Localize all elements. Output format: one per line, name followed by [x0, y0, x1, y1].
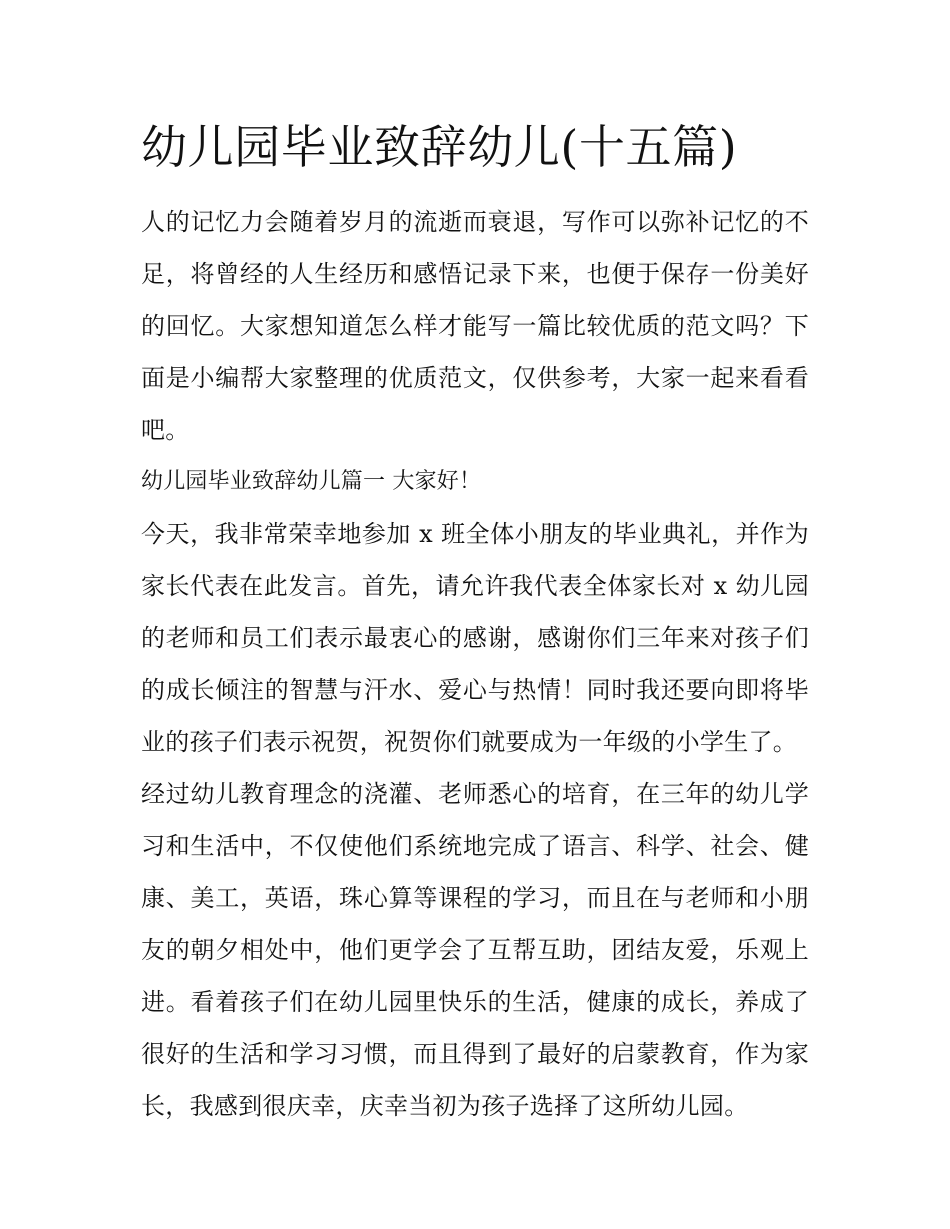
speech-paragraph-2: 经过幼儿教育理念的浇灌、老师悉心的培育，在三年的幼儿学习和生活中，不仅使他们系统地完成了语言、科学、社会、健康、美工，英语，珠心算等课程的学习，而且在与老师和小朋友的朝夕相处中，他们更学会了互帮互助，团结友爱，乐观上进。看着孩子们在幼儿园里快乐的生活，健康的成长，养成了很好的生活和学习习惯，而且得到了最好的启蒙教育，作为家长，我感到很庆幸，庆幸当初为孩子选择了这所幼儿园。 — [141, 780, 809, 1120]
intro-paragraph: 人的记忆力会随着岁月的流逝而衰退，写作可以弥补记忆的不足，将曾经的人生经历和感悟记录下来，也便于保存一份美好的回忆。大家想知道怎么样才能写一篇比较优质的范文吗？下面是小编帮大家整理的优质范文，仅供参考，大家一起来看看吧。 — [141, 208, 809, 444]
document-title: 幼儿园毕业致辞幼儿(十五篇) — [141, 120, 738, 174]
speech-paragraph-1: 今天，我非常荣幸地参加 x 班全体小朋友的毕业典礼，并作为家长代表在此发言。首先，请允许我代表全体家长对 x 幼儿园的老师和员工们表示最衷心的感谢，感谢你们三年来对孩子们的成长倾注的智慧与汗水、爱心与热情！同时我还要向即将毕业的孩子们表示祝贺，祝贺你们就要成为一年级的小学生了。 — [141, 520, 809, 756]
section-heading: 幼儿园毕业致辞幼儿篇一 大家好！ — [141, 469, 482, 494]
document-body — [141, 196, 809, 1132]
